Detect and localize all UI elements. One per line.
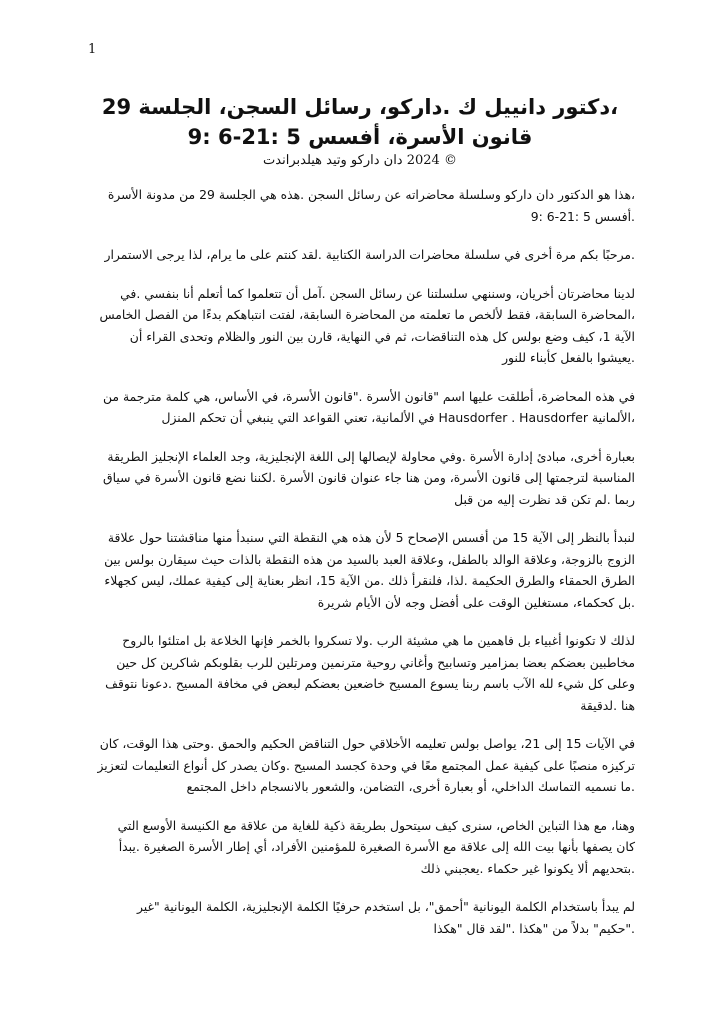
paragraph-greek-word: لم يبدأ باستخدام الكلمة اليونانية "أحمق"، بل استخدم حرفيًا الكلمة الإنجليزية، الكلمة اليونانية "غير ."حكيم" بدلاً من "هكذا ."لقد قال "هكذا — [136, 899, 635, 936]
paragraph-spirit-filled: لذلك لا تكونوا أغبياء بل فاهمين ما هي مشيئة الرب .ولا تسكروا بالخمر فإنها الخلاعة بل امتلئوا بالروح مخاطبين بعضكم بعضا بمزامير وتسابيح وأغاني روحية مترنمين ومرتلين للرب بقلوبكم شاكرين كل حين وعلى كل شيء لله الآب باسم ربنا يسوع المسيح خاضعين بعضكم لبعض في مخافة المسيح .دعونا نتوقف هنا .لدقيقة — [105, 633, 635, 713]
transcript-body — [97, 184, 635, 956]
paragraph-welcome: .مرحبًا بكم مرة أخرى في سلسلة محاضرات الدراسة الكتابية .لقد كنتم على ما يرام، لذا يرجى الاستمرار — [104, 247, 635, 262]
paragraph-recap: لدينا محاضرتان أخريان، وسننهي سلسلتنا عن رسائل السجن .آمل أن تتعلموا كما أتعلم أنا بنفسي .في ،المحاضرة السابقة، فقط لألخص ما تعلمته من المحاضرة السابقة، لفتت انتباهكم بدءًا من الفصل الخامس الآية 1، كيف وضع بولس كل هذه التناقضات، ثم في النهاية، قارن بين النور والظلام وتحدى القراء أن .يعيشوا بالفعل كأبناء للنور — [99, 285, 635, 365]
title-line-2: قانون الأسرة، أفسس 5 :21-6 :9 — [187, 125, 533, 149]
page-number: 1 — [88, 42, 97, 57]
paragraph-household-code: في هذه المحاضرة، أطلقت عليها اسم "قانون الأسرة ."قانون الأسرة، في الأساس، هي كلمة مترجمة من ،الألمانية Hausdorfer . Hausdorfer في الألمانية، تعني القواعد التي ينبغي أن تحكم المنزل — [102, 388, 635, 425]
paragraph-moral-teaching: في الآيات 15 إلى 21، يواصل بولس تعليمه الأخلاقي حول التناقض الحكيم والحمق .وحتى هذا الوقت، كان تركيزه منصبًا على كيفية عمل المجتمع معًا في وحدة كجسد المسيح .وكان يصدر كل أنواع التعليمات لتعزيز .ما نسميه التماسك الداخلي، أو بعبارة أخرى، التضامن، والشعور بالانسجام داخل المجتمع — [97, 736, 635, 794]
copyright-notice: © 2024 دان داركو وتيد هيلدبراندت — [263, 153, 457, 168]
paragraph-contrast: وهنا، مع هذا التباين الخاص، سنرى كيف سيتحول بطريقة ذكية للغاية من علاقة مع الكنيسة الأوسع التي كان يصفها بأنها بيت الله إلى علاقة مع الأسرة الصغيرة للمؤمنين الأفراد، أي إطار الأسرة الصغيرة .يبدأ .بتحديهم ألا يكونوا غير حكماء .يعجبني ذلك — [117, 817, 635, 876]
document-title — [100, 92, 620, 152]
paragraph-translation: بعبارة أخرى، مبادئ إدارة الأسرة .وفي محاولة لإيصالها إلى اللغة الإنجليزية، وجد العلماء الإنجليز الطريقة المناسبة لترجمتها إلى قانون الأسرة، ومن هنا جاء عنوان قانون الأسرة .لكننا نضع قانون الأسرة في سياق ربما .لم تكن قد نظرت إليه من قبل — [102, 448, 635, 507]
title-line-1: ،دكتور دانييل ك .داركو، رسائل السجن، الجلسة 29 — [101, 95, 619, 119]
paragraph-ephesians-reading: لنبدأ بالنظر إلى الآية 15 من أفسس الإصحاح 5 لأن هذه هي النقطة التي سنبدأ منها مناقشتنا حول علاقة الزوج بالزوجة، وعلاقة الوالد بالطفل، وعلاقة العبد بالسيد من هذه النقطة بالذات حيث سيقارن بولس بين الطرق الحمقاء والطرق الحكيمة .لذا، فلنقرأ ذلك .من الآية 15، انظر بعناية إلى كيفية عملك، ليس كجهلاء .بل كحكماء، مستغلين الوقت على أفضل وجه لأن الأيام شريرة — [104, 530, 635, 610]
document-header — [100, 92, 620, 169]
paragraph-intro: ،هذا هو الدكتور دان داركو وسلسلة محاضراته عن رسائل السجن .هذه هي الجلسة 29 من مدونة الأسرة .أفسس 5 :21-6 :9 — [107, 187, 635, 224]
